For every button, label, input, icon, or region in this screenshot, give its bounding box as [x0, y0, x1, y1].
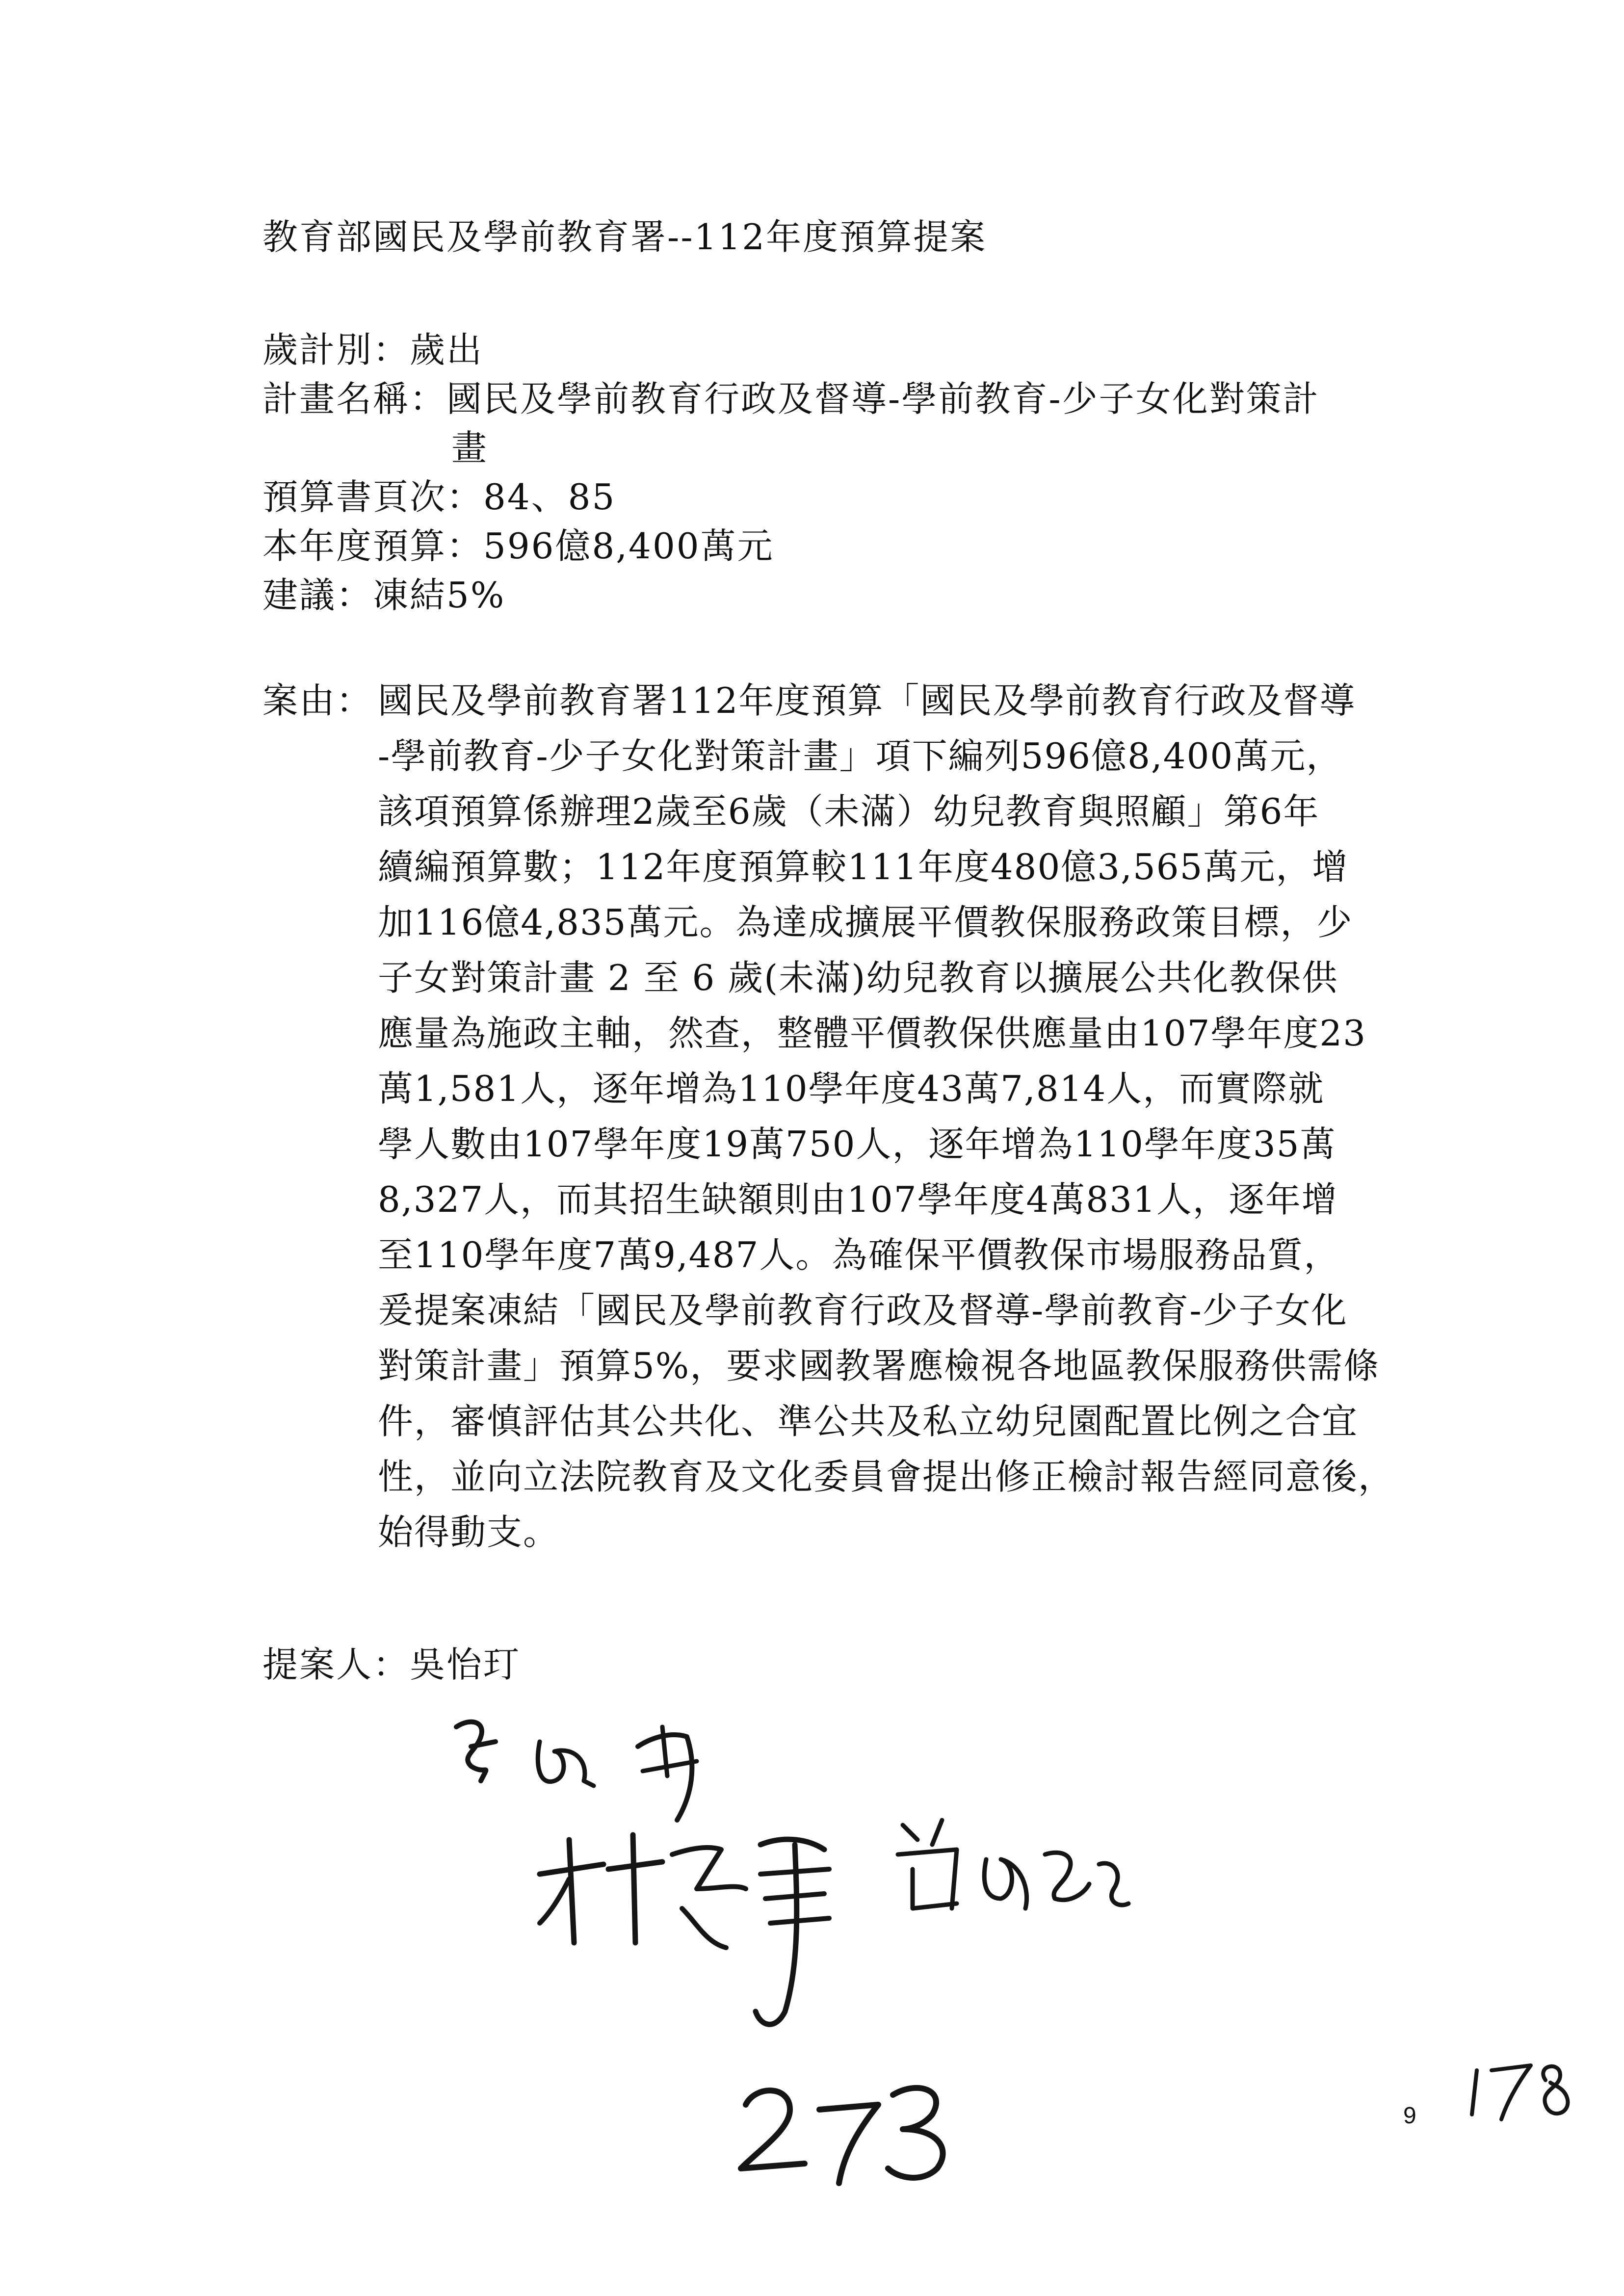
reason-line: 始得動支。	[378, 1512, 560, 1553]
page-number: 9	[1403, 2103, 1416, 2129]
reason-line: 加116億4,835萬元。為達成擴展平價教保服務政策目標，少	[378, 902, 1353, 943]
reason-line: 爰提案凍結「國民及學前教育行政及督導-學前教育-少子女化	[378, 1290, 1348, 1331]
reason-line: 學人數由107學年度19萬750人，逐年增為110學年度35萬	[378, 1123, 1336, 1165]
reason-line: 件，審慎評估其公共化、準公共及私立幼兒園配置比例之合宜	[378, 1401, 1359, 1442]
reason-line: 萬1,581人，逐年增為110學年度43萬7,814人，而實際就	[378, 1068, 1325, 1109]
meta-annual-budget	[262, 518, 774, 569]
meta-recommendation	[262, 567, 505, 618]
signature-cheng	[883, 1810, 1138, 1938]
meta-label: 本年度預算：	[262, 525, 484, 567]
meta-value: 84、85	[483, 476, 616, 518]
reason-line: 應量為施政主軸，然查，整體平價教保供應量由107學年度23	[378, 1013, 1367, 1054]
meta-label: 預算書頁次：	[262, 476, 484, 518]
reason-line: 該項預算係辦理2歲至6歲（未滿）幼兒教育與照顧」第6年	[378, 791, 1320, 832]
meta-plan-name	[262, 370, 1320, 421]
proposer-label: 提案人：	[262, 1644, 410, 1685]
reason-line: 子女對策計畫 2 至 6 歲(未滿)幼兒教育以擴展公共化教保供	[378, 957, 1338, 998]
handwritten-number-178	[1462, 2051, 1575, 2124]
meta-value: 凍結5%	[373, 574, 506, 616]
meta-label: 歲計別：	[262, 329, 410, 370]
meta-value: 596億8,400萬元	[483, 525, 774, 567]
reason-line: 國民及學前教育署112年度預算「國民及學前教育行政及督導	[378, 680, 1356, 721]
reason-line: -學前教育-少子女化對策計畫」項下編列596億8,400萬元，	[378, 735, 1343, 777]
meta-plan-name-continuation: 畫	[451, 427, 487, 469]
meta-label: 建議：	[262, 574, 373, 616]
meta-value: 歲出	[410, 329, 484, 370]
reason-label: 案由：	[262, 680, 373, 721]
proposer-name: 吳怡玎	[410, 1644, 521, 1685]
meta-value: 國民及學前教育行政及督導-學前教育-少子女化對策計	[446, 378, 1320, 419]
handwritten-number-273	[731, 2075, 967, 2188]
reason-line: 性，並向立法院教育及文化委員會提出修正檢討報告經同意後，	[378, 1456, 1395, 1497]
reason-line: 對策計畫」預算5%，要求國教署應檢視各地區教保服務供需條	[378, 1345, 1380, 1386]
reason-line: 續編預算數；112年度預算較111年度480億3,565萬元，增	[378, 846, 1349, 887]
document-title: 教育部國民及學前教育署--112年度預算提案	[262, 216, 987, 258]
reason-line: 8,327人，而其招生缺額則由107學年度4萬831人，逐年增	[378, 1179, 1338, 1220]
signature-lin	[530, 1815, 873, 2041]
signature-wu	[442, 1707, 746, 1825]
meta-fiscal-category	[262, 321, 483, 372]
meta-budget-pages	[262, 469, 616, 520]
meta-label: 計畫名稱：	[262, 378, 447, 419]
reason-line: 至110學年度7萬9,487人。為確保平價教保市場服務品質，	[378, 1234, 1340, 1276]
proposer	[262, 1636, 520, 1687]
